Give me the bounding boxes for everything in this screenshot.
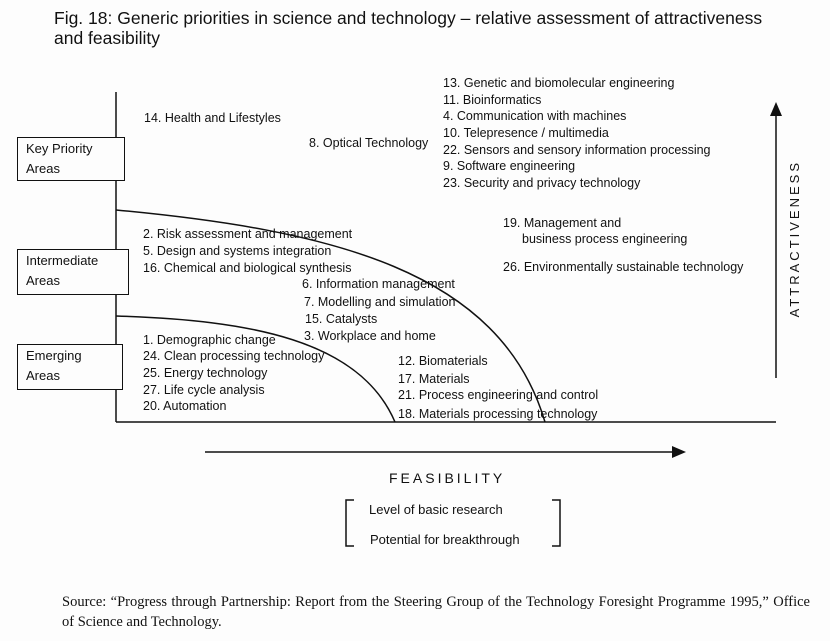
list-item: 2. Risk assessment and management xyxy=(143,227,353,241)
list-item: 18. Materials processing technology xyxy=(398,407,598,421)
intermediate-label: Intermediate xyxy=(26,253,99,268)
intermediate-label-2: Areas xyxy=(26,273,60,288)
list-item: 23. Security and privacy technology xyxy=(443,176,641,190)
emerging-label-2: Areas xyxy=(26,368,60,383)
source-citation: Source: “Progress through Partnership: Report from the Steering Group of the Technology Foresight Programme 1995,” Office of Science and Technology. xyxy=(62,594,810,630)
attractiveness-label: ATTRACTIVENESS xyxy=(787,160,802,318)
list-item: 13. Genetic and biomolecular engineering xyxy=(443,76,675,90)
title-line-2: and feasibility xyxy=(54,28,161,48)
key-priority-areas-box xyxy=(17,137,125,181)
list-item: 22. Sensors and sensory information processing xyxy=(443,143,711,157)
list-item: 1. Demographic change xyxy=(143,333,276,347)
title-line-1: Fig. 18: Generic priorities in science and technology – relative assessment of attractiveness xyxy=(54,8,763,28)
list-item: 12. Biomaterials xyxy=(398,354,488,368)
list-item: 25. Energy technology xyxy=(143,366,268,380)
list-item: 19. Management and xyxy=(503,216,622,230)
key-priority-label-2: Areas xyxy=(26,161,60,176)
list-item: 3. Workplace and home xyxy=(304,329,436,343)
feasibility-arrowhead xyxy=(672,446,686,458)
attractiveness-arrowhead xyxy=(770,102,782,116)
list-item: 8. Optical Technology xyxy=(309,136,429,150)
list-item: 14. Health and Lifestyles xyxy=(144,111,281,125)
list-item: 16. Chemical and biological synthesis xyxy=(143,261,352,275)
list-item: 6. Information management xyxy=(302,277,455,291)
list-item: 24. Clean processing technology xyxy=(143,349,325,363)
list-item: 26. Environmentally sustainable technology xyxy=(503,260,744,274)
list-item: 4. Communication with machines xyxy=(443,109,627,123)
list-item: 17. Materials xyxy=(398,372,470,386)
right-bracket xyxy=(552,500,560,546)
emerging-label: Emerging xyxy=(26,348,82,363)
list-item: 21. Process engineering and control xyxy=(398,388,599,402)
list-item: 7. Modelling and simulation xyxy=(304,295,456,309)
feasibility-factor-research: Level of basic research xyxy=(369,502,503,517)
left-bracket xyxy=(346,500,354,546)
emerging-areas-box xyxy=(17,344,123,390)
list-item: 15. Catalysts xyxy=(305,312,378,326)
list-item: 27. Life cycle analysis xyxy=(143,383,265,397)
intermediate-areas-box xyxy=(17,249,129,295)
feasibility-label: FEASIBILITY xyxy=(389,470,506,486)
feasibility-factor-breakthrough: Potential for breakthrough xyxy=(370,532,520,547)
key-priority-label: Key Priority xyxy=(26,141,93,156)
list-item: 20. Automation xyxy=(143,399,227,413)
list-item: 10. Telepresence / multimedia xyxy=(443,126,609,140)
list-item: 9. Software engineering xyxy=(443,159,576,173)
list-item: 5. Design and systems integration xyxy=(143,244,332,258)
list-item: business process engineering xyxy=(522,232,688,246)
list-item: 11. Bioinformatics xyxy=(443,93,542,107)
